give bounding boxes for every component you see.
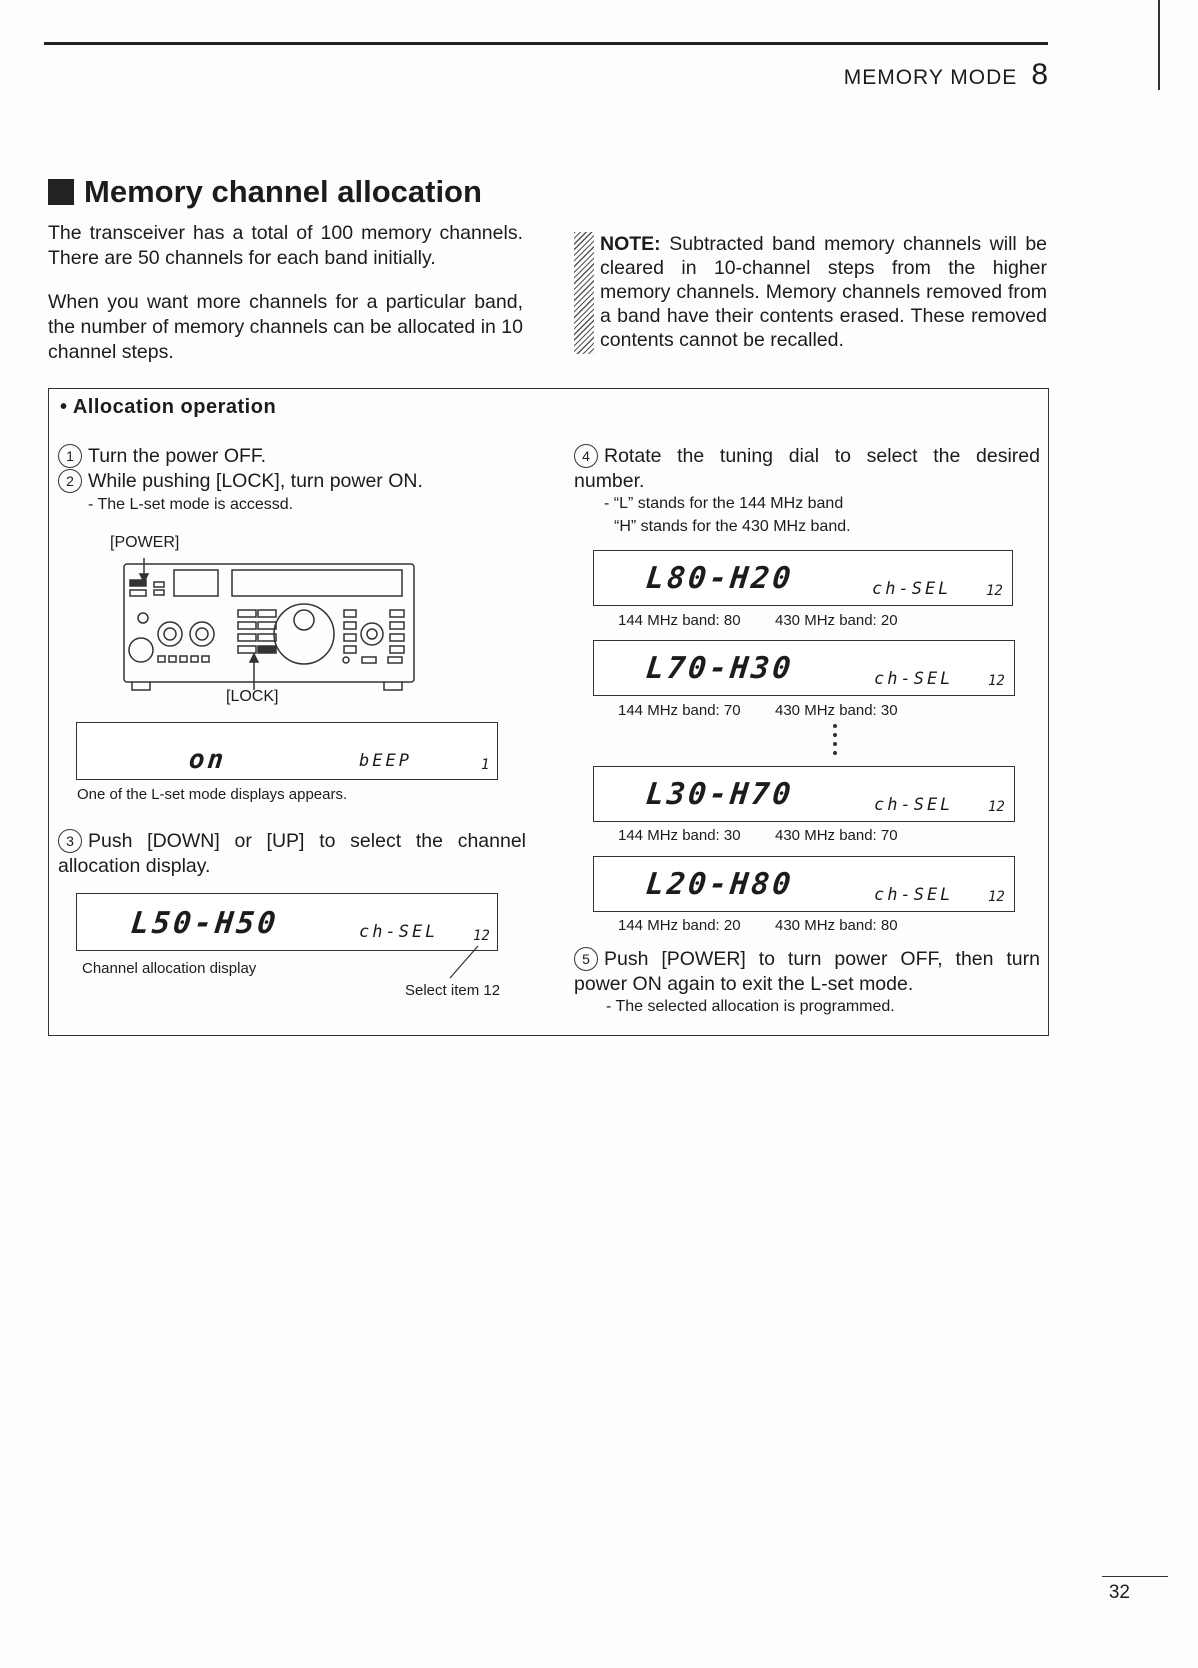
step-4-sub-1: - “L” stands for the 144 MHz band [604,495,844,512]
step-4-sub-2: “H” stands for the 430 MHz band. [614,518,851,535]
transceiver-illustration [118,552,418,702]
lset-caption: One of the L-set mode displays appears. [77,786,348,803]
example-3-band-430: 430 MHz band: 70 [775,827,898,844]
step-text: Push [DOWN] or [UP] to select the channel allocation display. [58,830,526,877]
section-title-text: Memory channel allocation [84,174,482,209]
step-3 [58,829,526,879]
step-number: 4 [574,444,598,468]
lcd-item-number: 12 [988,889,1005,905]
lcd-item-number: 12 [988,673,1005,689]
chapter-number: 8 [1031,58,1048,91]
example-display-2 [593,640,1015,696]
example-display-4 [593,856,1015,912]
lcd-item-number: 12 [988,799,1005,815]
lcd-item-number: 12 [986,583,1003,599]
example-display-1 [593,550,1013,606]
note-hatch-bar [574,232,594,354]
step-number: 5 [574,947,598,971]
intro-text-2: When you want more channels for a particular band, the number of memory channels can be allocated in 10 channel steps. [48,291,523,363]
example-4-band-144: 144 MHz band: 20 [618,917,741,934]
header-rule [44,42,1048,45]
leader-line [448,944,484,980]
lcd-sub-text: bEEP [359,751,412,771]
example-1-band-144: 144 MHz band: 80 [618,612,741,629]
page-number-rule [1102,1576,1168,1577]
example-2-band-430: 430 MHz band: 30 [775,702,898,719]
lcd-item-number: 1 [481,757,490,773]
section-title [48,174,482,210]
continuation-dots [830,722,840,762]
intro-text-1: The transceiver has a total of 100 memory channels. There are 50 channels for each band initially. [48,222,523,269]
example-1-band-430: 430 MHz band: 20 [775,612,898,629]
note-text: Subtracted band memory channels will be cleared in 10-channel steps from the higher memory channels. Memory channels removed from a band have their contents erased. These removed contents cannot be recalled. [600,233,1048,351]
step-text: Rotate the tuning dial to select the desired number. [574,445,1040,492]
lset-mode-display [76,722,498,780]
lcd-main-text: L80-H20 [644,561,796,596]
step-2 [58,469,423,494]
lcd-item-number: 12 [473,928,490,944]
example-display-3 [593,766,1015,822]
lcd-sub-text: ch-SEL [874,885,954,905]
step-number: 1 [58,444,82,468]
channel-allocation-display [76,893,498,951]
intro-paragraph-1 [48,221,523,271]
step-text: Push [POWER] to turn power OFF, then turn power ON again to exit the L-set mode. [574,948,1040,995]
lcd-main-text: L30-H70 [644,777,796,812]
step-text: Turn the power OFF. [88,445,267,467]
lcd-sub-text: ch-SEL [874,669,954,689]
lcd-main-text: on [187,745,228,775]
lcd-main-text: L70-H30 [644,651,796,686]
intro-paragraph-2 [48,290,523,365]
lcd-main-text: L50-H50 [129,906,281,941]
lcd-main-text: L20-H80 [644,867,796,902]
example-2-band-144: 144 MHz band: 70 [618,702,741,719]
step-2-sub: - The L-set mode is accessd. [88,496,294,513]
example-4-band-430: 430 MHz band: 80 [775,917,898,934]
example-3-band-144: 144 MHz band: 30 [618,827,741,844]
page-edge-line [1158,0,1160,90]
power-label: [POWER] [110,534,180,551]
lcd-sub-text: ch-SEL [872,579,952,599]
step-1 [58,444,266,469]
step-5-sub: - The selected allocation is programmed. [606,998,895,1015]
select-item-caption: Select item 12 [405,982,501,999]
section-name: MEMORY MODE [843,66,1018,89]
page-number: 32 [1108,1582,1130,1603]
title-square-icon [48,179,74,205]
step-text: While pushing [LOCK], turn power ON. [88,470,423,492]
step-number: 2 [58,469,82,493]
note-label: NOTE: [600,233,661,255]
lcd-sub-text: ch-SEL [874,795,954,815]
step-number: 3 [58,829,82,853]
step-4 [574,444,1040,494]
lock-label: [LOCK] [226,688,279,705]
running-header [844,58,1048,92]
note-block [600,232,1047,352]
alloc-caption: Channel allocation display [82,960,257,977]
lcd-sub-text: ch-SEL [359,922,439,942]
allocation-title: • Allocation operation [60,396,277,418]
step-5 [574,947,1040,997]
